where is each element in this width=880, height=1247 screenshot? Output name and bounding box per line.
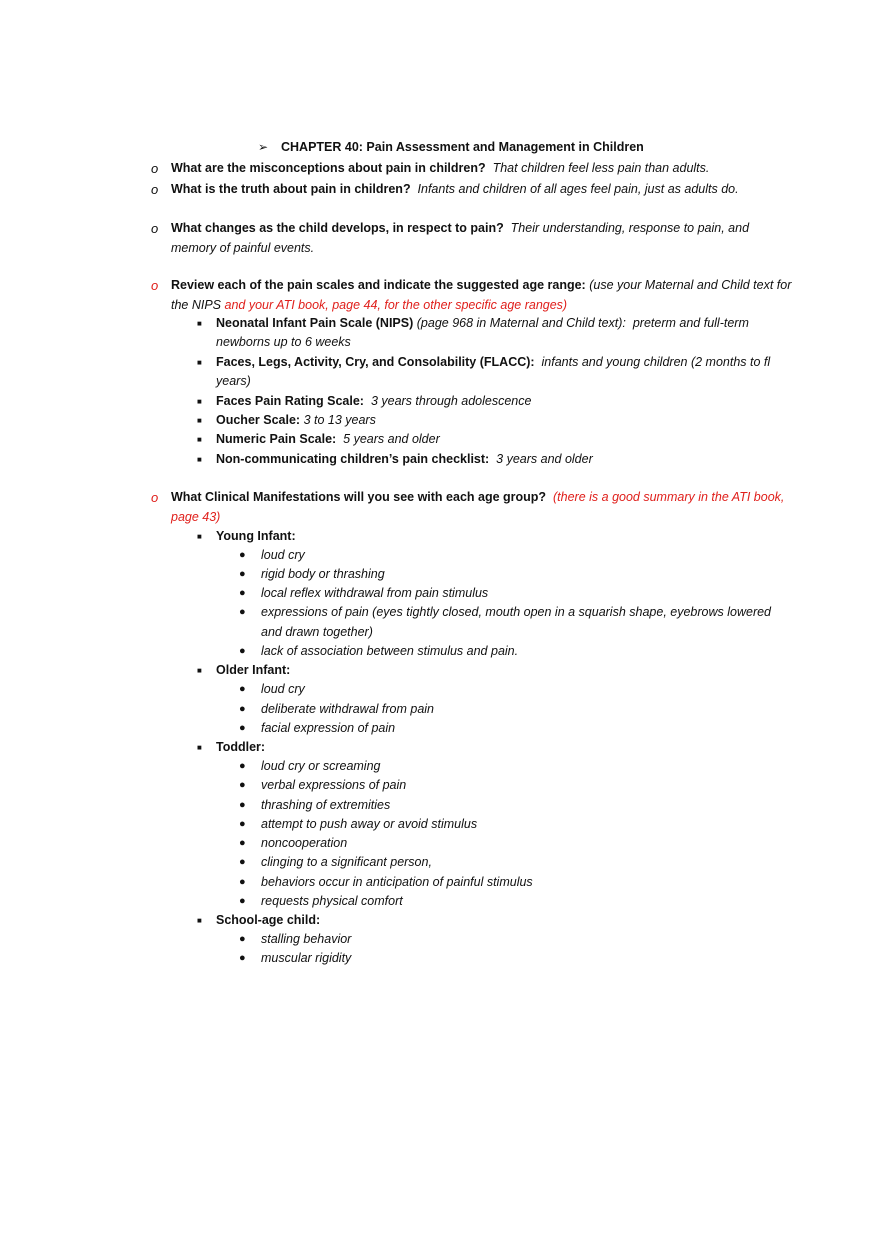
question-text: What are the misconceptions about pain in children? bbox=[171, 161, 486, 175]
circle-bullet-icon: o bbox=[151, 221, 159, 236]
question-pain-scales bbox=[171, 276, 791, 295]
list-item: verbal expressions of pain bbox=[261, 778, 407, 792]
question-text: What Clinical Manifestations will you see with each age group? bbox=[171, 490, 547, 504]
square-bullet-icon: ■ bbox=[197, 397, 202, 406]
round-bullet-icon: ● bbox=[239, 587, 246, 599]
note-red: and your ATI book, page 44, for the other specific age ranges) bbox=[224, 298, 568, 312]
scale-numeric bbox=[216, 430, 440, 449]
square-bullet-icon: ■ bbox=[197, 916, 202, 925]
list-item: thrashing of extremities bbox=[261, 798, 391, 812]
question-note: (there is a good summary in the ATI book, bbox=[553, 490, 785, 504]
answer-text: Their understanding, response to pain, and bbox=[510, 221, 750, 235]
round-bullet-icon: ● bbox=[239, 722, 246, 734]
question-note-continued bbox=[171, 296, 567, 315]
square-bullet-icon: ■ bbox=[197, 455, 202, 464]
group-school-age: School-age child: bbox=[216, 913, 321, 927]
arrow-bullet-icon: ➢ bbox=[258, 140, 269, 154]
round-bullet-icon: ● bbox=[239, 606, 246, 618]
round-bullet-icon: ● bbox=[239, 837, 246, 849]
round-bullet-icon: ● bbox=[239, 818, 246, 830]
list-item-continued: and drawn together) bbox=[261, 625, 373, 639]
list-item: stalling behavior bbox=[261, 932, 352, 946]
list-item: loud cry or screaming bbox=[261, 759, 381, 773]
scale-range-continued: years) bbox=[216, 374, 251, 388]
question-text: What is the truth about pain in children? bbox=[171, 182, 411, 196]
list-item: loud cry bbox=[261, 548, 305, 562]
answer-text: That children feel less pain than adults. bbox=[492, 161, 710, 175]
question-development bbox=[171, 219, 749, 238]
round-bullet-icon: ● bbox=[239, 760, 246, 772]
round-bullet-icon: ● bbox=[239, 952, 246, 964]
list-item: deliberate withdrawal from pain bbox=[261, 702, 435, 716]
list-item: noncooperation bbox=[261, 836, 348, 850]
scale-range: preterm and full-term bbox=[632, 316, 749, 330]
question-clinical-manifestations bbox=[171, 488, 784, 507]
scale-faces bbox=[216, 392, 531, 411]
group-older-infant: Older Infant: bbox=[216, 663, 291, 677]
scale-name: Non-communicating children’s pain checklist: bbox=[216, 452, 490, 466]
scale-name: Faces, Legs, Activity, Cry, and Consolability (FLACC): bbox=[216, 355, 535, 369]
scale-name: Neonatal Infant Pain Scale (NIPS) bbox=[216, 316, 414, 330]
list-item: rigid body or thrashing bbox=[261, 567, 385, 581]
scale-range: infants and young children (2 months to fl bbox=[541, 355, 771, 369]
round-bullet-icon: ● bbox=[239, 856, 246, 868]
question-misconceptions bbox=[171, 159, 709, 178]
square-bullet-icon: ■ bbox=[197, 666, 202, 675]
scale-oucher bbox=[216, 411, 376, 430]
square-bullet-icon: ■ bbox=[197, 416, 202, 425]
scale-range-continued: newborns up to 6 weeks bbox=[216, 335, 351, 349]
square-bullet-icon: ■ bbox=[197, 532, 202, 541]
round-bullet-icon: ● bbox=[239, 799, 246, 811]
list-item: muscular rigidity bbox=[261, 951, 352, 965]
list-item: loud cry bbox=[261, 682, 305, 696]
circle-bullet-icon: o bbox=[151, 182, 159, 197]
answer-text-continued: memory of painful events. bbox=[171, 241, 315, 255]
question-note-continued: page 43) bbox=[171, 510, 221, 524]
square-bullet-icon: ■ bbox=[197, 435, 202, 444]
round-bullet-icon: ● bbox=[239, 876, 246, 888]
question-text: Review each of the pain scales and indicate the suggested age range: bbox=[171, 278, 586, 292]
question-text: What changes as the child develops, in respect to pain? bbox=[171, 221, 504, 235]
scale-noncommunicating bbox=[216, 450, 593, 469]
list-item: local reflex withdrawal from pain stimulus bbox=[261, 586, 489, 600]
round-bullet-icon: ● bbox=[239, 683, 246, 695]
list-item: lack of association between stimulus and pain. bbox=[261, 644, 519, 658]
round-bullet-icon: ● bbox=[239, 933, 246, 945]
group-young-infant: Young Infant: bbox=[216, 529, 296, 543]
scale-note: (page 968 in Maternal and Child text): bbox=[416, 316, 626, 330]
round-bullet-icon: ● bbox=[239, 895, 246, 907]
answer-text: Infants and children of all ages feel pain, just as adults do. bbox=[417, 182, 739, 196]
circle-bullet-icon: o bbox=[151, 278, 159, 293]
scale-name: Oucher Scale: bbox=[216, 413, 301, 427]
list-item: expressions of pain (eyes tightly closed, mouth open in a squarish shape, eyebrows lowered bbox=[261, 605, 772, 619]
question-truth bbox=[171, 180, 739, 199]
round-bullet-icon: ● bbox=[239, 645, 246, 657]
scale-nips bbox=[216, 314, 749, 333]
scale-name: Faces Pain Rating Scale: bbox=[216, 394, 364, 408]
square-bullet-icon: ■ bbox=[197, 319, 202, 328]
circle-bullet-icon: o bbox=[151, 490, 159, 505]
chapter-heading: CHAPTER 40: Pain Assessment and Management in Children bbox=[281, 140, 644, 154]
scale-name: Numeric Pain Scale: bbox=[216, 432, 337, 446]
round-bullet-icon: ● bbox=[239, 779, 246, 791]
square-bullet-icon: ■ bbox=[197, 743, 202, 752]
group-toddler: Toddler: bbox=[216, 740, 266, 754]
list-item: behaviors occur in anticipation of painful stimulus bbox=[261, 875, 533, 889]
list-item: attempt to push away or avoid stimulus bbox=[261, 817, 478, 831]
note-black: the NIPS bbox=[171, 298, 222, 312]
scale-range: 3 to 13 years bbox=[303, 413, 376, 427]
scale-range: 3 years through adolescence bbox=[370, 394, 532, 408]
scale-flacc bbox=[216, 353, 770, 372]
list-item: requests physical comfort bbox=[261, 894, 403, 908]
square-bullet-icon: ■ bbox=[197, 358, 202, 367]
round-bullet-icon: ● bbox=[239, 549, 246, 561]
scale-range: 3 years and older bbox=[496, 452, 593, 466]
round-bullet-icon: ● bbox=[239, 568, 246, 580]
list-item: clinging to a significant person, bbox=[261, 855, 432, 869]
question-note: (use your Maternal and Child text for bbox=[589, 278, 792, 292]
round-bullet-icon: ● bbox=[239, 703, 246, 715]
scale-range: 5 years and older bbox=[343, 432, 440, 446]
list-item: facial expression of pain bbox=[261, 721, 396, 735]
circle-bullet-icon: o bbox=[151, 161, 159, 176]
